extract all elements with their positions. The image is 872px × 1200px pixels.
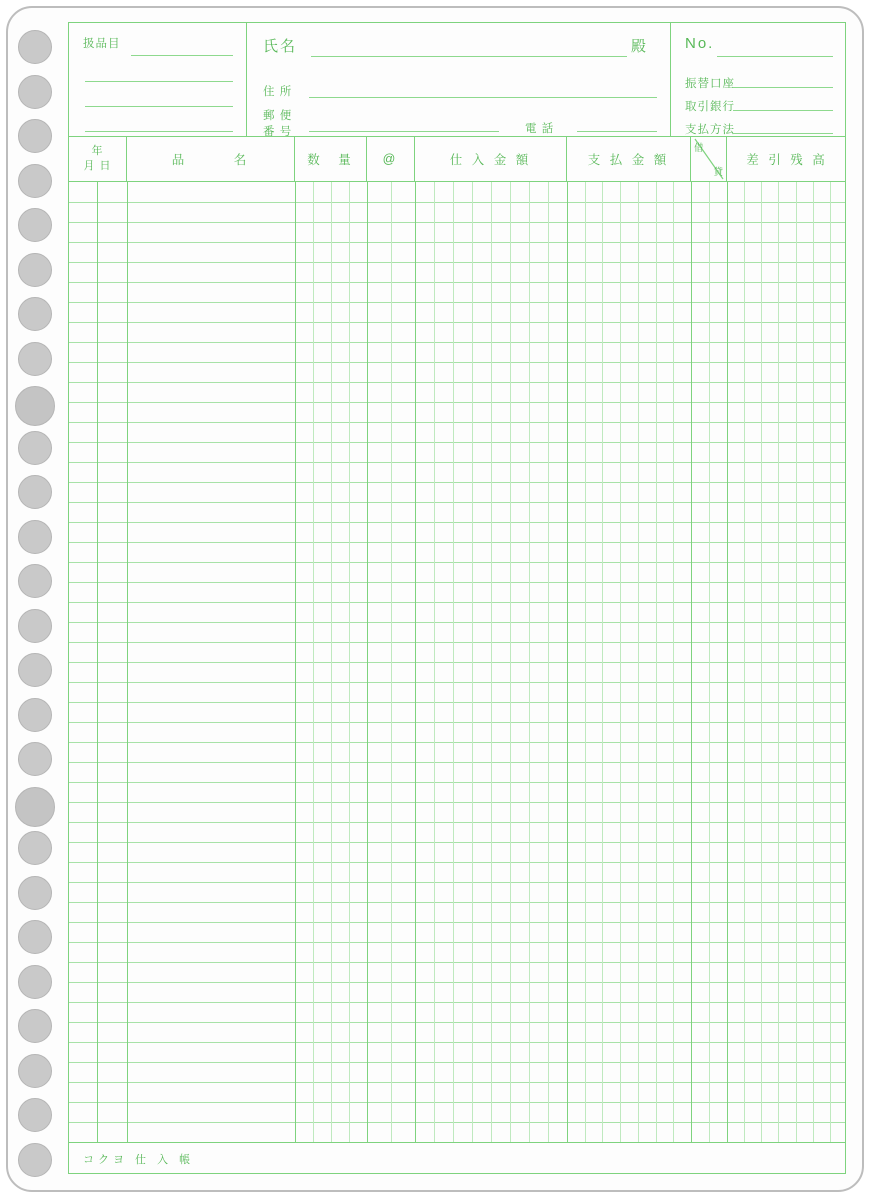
number-rule	[717, 56, 833, 57]
handling-item-rule-1	[131, 55, 233, 56]
header-block	[69, 23, 845, 136]
number-label: No.	[685, 35, 715, 52]
table-row	[69, 722, 845, 723]
punch-hole	[18, 164, 52, 198]
postal-label-line1: 郵 便	[263, 110, 293, 122]
digit-column-divider	[761, 182, 762, 1142]
telephone-rule	[577, 131, 657, 132]
digit-column-divider	[510, 182, 511, 1142]
handling-item-rule-2	[85, 81, 233, 82]
punch-hole	[18, 609, 52, 643]
punch-hole	[18, 75, 52, 109]
column-header-unit-price	[367, 137, 415, 181]
punch-hole	[18, 698, 52, 732]
table-row	[69, 882, 845, 883]
digit-column-divider	[778, 182, 779, 1142]
table-row	[69, 1022, 845, 1023]
digit-column-divider	[472, 182, 473, 1142]
punch-hole	[18, 475, 52, 509]
header-customer-column	[247, 23, 671, 136]
table-row	[69, 762, 845, 763]
handling-item-label: 扱品目	[83, 38, 121, 50]
digit-column-divider	[453, 182, 454, 1142]
table-row	[69, 782, 845, 783]
table-row	[69, 402, 845, 403]
column-header-credit-label: 貸	[713, 167, 723, 178]
digit-column-divider	[313, 182, 314, 1142]
column-header-debit-credit	[691, 137, 727, 181]
table-row	[69, 242, 845, 243]
digit-column-divider	[602, 182, 603, 1142]
table-row	[69, 702, 845, 703]
column-header-balance-label: 差 引 残 高	[746, 153, 828, 167]
table-row	[69, 902, 845, 903]
punch-hole	[18, 876, 52, 910]
name-honorific: 殿	[631, 38, 649, 55]
digit-column-divider	[585, 182, 586, 1142]
ledger-grid-area	[68, 22, 846, 1174]
table-row	[69, 202, 845, 203]
column-header-date-line2: 月 日	[83, 160, 112, 172]
punch-hole	[18, 1143, 52, 1177]
table-row	[69, 962, 845, 963]
punch-hole	[18, 342, 52, 376]
table-row	[69, 302, 845, 303]
digit-column-divider	[331, 182, 332, 1142]
table-row	[69, 1002, 845, 1003]
column-header-payment-amount-label: 支 払 金 額	[587, 153, 670, 167]
table-row	[69, 442, 845, 443]
address-rule	[309, 97, 657, 98]
punch-hole	[18, 831, 52, 865]
table-row	[69, 502, 845, 503]
column-header-date	[69, 137, 127, 181]
column-header-unit-price-label: @	[382, 152, 399, 166]
column-divider	[367, 182, 368, 1142]
column-header-item-name-label: 品 名	[171, 153, 250, 167]
punch-hole	[18, 653, 52, 687]
transfer-account-label: 振替口座	[685, 78, 735, 90]
column-header-payment-amount	[567, 137, 691, 181]
table-row	[69, 462, 845, 463]
table-row	[69, 602, 845, 603]
digit-column-divider	[830, 182, 831, 1142]
column-header-date-line1: 年	[91, 145, 104, 158]
brand-label: コクヨ 仕 入 帳	[83, 1154, 195, 1166]
column-divider	[727, 182, 728, 1142]
punch-hole	[18, 297, 52, 331]
table-row	[69, 522, 845, 523]
table-row	[69, 582, 845, 583]
table-row	[69, 542, 845, 543]
punch-hole	[15, 386, 55, 426]
bank-rule	[733, 110, 833, 111]
digit-column-divider	[548, 182, 549, 1142]
digit-column-divider	[349, 182, 350, 1142]
table-row	[69, 382, 845, 383]
punch-hole-column	[18, 30, 62, 1170]
punch-hole	[18, 1054, 52, 1088]
table-row	[69, 1042, 845, 1043]
ledger-footer	[69, 1142, 845, 1173]
column-header-balance	[727, 137, 847, 181]
column-divider	[127, 182, 128, 1142]
punch-hole	[18, 920, 52, 954]
punch-hole	[18, 208, 52, 242]
table-row	[69, 1062, 845, 1063]
name-rule	[311, 56, 627, 57]
table-row	[69, 862, 845, 863]
table-row	[69, 982, 845, 983]
punch-hole	[18, 119, 52, 153]
table-row	[69, 282, 845, 283]
punch-hole	[18, 965, 52, 999]
column-header-debit-label: 借	[694, 143, 704, 154]
punch-hole	[18, 1098, 52, 1132]
digit-column-divider	[491, 182, 492, 1142]
punch-hole	[18, 520, 52, 554]
table-row	[69, 802, 845, 803]
handling-item-rule-4	[85, 131, 233, 132]
column-header-item-name	[127, 137, 295, 181]
ledger-body-grid	[69, 182, 845, 1142]
digit-column-divider	[813, 182, 814, 1142]
table-row	[69, 922, 845, 923]
transfer-account-rule	[733, 87, 833, 88]
table-row	[69, 742, 845, 743]
column-header-quantity	[295, 137, 367, 181]
column-divider	[295, 182, 296, 1142]
digit-column-divider	[391, 182, 392, 1142]
bank-label: 取引銀行	[685, 101, 735, 113]
table-row	[69, 662, 845, 663]
postal-rule	[309, 131, 499, 132]
table-row	[69, 1102, 845, 1103]
header-account-column	[671, 23, 847, 136]
table-row	[69, 822, 845, 823]
column-header-quantity-label: 数 量	[307, 153, 354, 167]
column-divider	[567, 182, 568, 1142]
table-row	[69, 562, 845, 563]
telephone-label: 電 話	[525, 123, 555, 135]
digit-column-divider	[656, 182, 657, 1142]
payment-method-label: 支払方法	[685, 124, 735, 136]
table-row	[69, 1122, 845, 1123]
table-row	[69, 322, 845, 323]
punch-hole	[18, 564, 52, 598]
table-row	[69, 342, 845, 343]
digit-column-divider	[620, 182, 621, 1142]
digit-column-divider	[709, 182, 710, 1142]
name-label: 氏名	[263, 38, 298, 55]
digit-column-divider	[744, 182, 745, 1142]
digit-column-divider	[434, 182, 435, 1142]
column-divider	[415, 182, 416, 1142]
table-row	[69, 942, 845, 943]
punch-hole	[18, 431, 52, 465]
punch-hole	[18, 1009, 52, 1043]
address-label: 住 所	[263, 86, 293, 98]
column-header-purchase-amount	[415, 137, 567, 181]
digit-column-divider	[673, 182, 674, 1142]
table-row	[69, 482, 845, 483]
header-handling-item-column	[69, 23, 247, 136]
punch-hole	[18, 30, 52, 64]
handling-item-rule-3	[85, 106, 233, 107]
table-row	[69, 682, 845, 683]
column-divider	[691, 182, 692, 1142]
digit-column-divider	[638, 182, 639, 1142]
table-row	[69, 622, 845, 623]
table-row	[69, 222, 845, 223]
table-row	[69, 842, 845, 843]
punch-hole	[15, 787, 55, 827]
punch-hole	[18, 742, 52, 776]
table-row	[69, 362, 845, 363]
table-row	[69, 422, 845, 423]
table-row	[69, 262, 845, 263]
digit-column-divider	[529, 182, 530, 1142]
table-row	[69, 642, 845, 643]
postal-label-line2: 番 号	[263, 126, 293, 138]
column-divider	[97, 182, 98, 1142]
column-header-strip	[69, 136, 845, 182]
table-row	[69, 1082, 845, 1083]
column-header-purchase-amount-label: 仕 入 金 額	[449, 153, 532, 167]
punch-hole	[18, 253, 52, 287]
payment-method-rule	[733, 133, 833, 134]
digit-column-divider	[796, 182, 797, 1142]
